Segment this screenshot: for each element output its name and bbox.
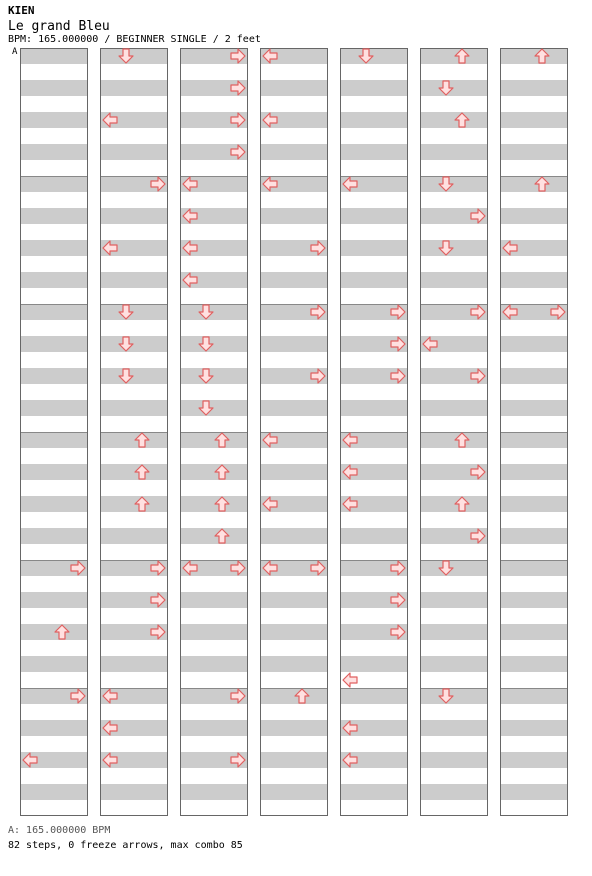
beat-stripe bbox=[260, 464, 328, 480]
beat-stripe bbox=[420, 176, 488, 192]
bpm-marker-label: A bbox=[12, 47, 18, 57]
beat-stripe bbox=[420, 144, 488, 160]
beat-stripe bbox=[500, 144, 568, 160]
beat-stripe bbox=[100, 400, 168, 416]
beat-stripe bbox=[420, 432, 488, 448]
beat-stripe bbox=[100, 656, 168, 672]
beat-stripe bbox=[500, 400, 568, 416]
beat-stripe bbox=[180, 496, 248, 512]
beat-stripe bbox=[500, 656, 568, 672]
beat-stripe bbox=[20, 80, 88, 96]
beat-stripe bbox=[340, 688, 408, 704]
beat-stripe bbox=[20, 144, 88, 160]
beat-stripe bbox=[180, 368, 248, 384]
beat-stripe bbox=[500, 336, 568, 352]
song-title: Le grand Bleu bbox=[8, 19, 110, 34]
beat-stripe bbox=[420, 48, 488, 64]
beat-stripe bbox=[20, 496, 88, 512]
beat-stripe bbox=[260, 144, 328, 160]
beat-stripe bbox=[500, 784, 568, 800]
beat-stripe bbox=[260, 592, 328, 608]
beat-stripe bbox=[420, 496, 488, 512]
beat-stripe bbox=[500, 48, 568, 64]
beat-stripe bbox=[340, 240, 408, 256]
beat-stripe bbox=[20, 368, 88, 384]
beat-stripe bbox=[260, 528, 328, 544]
beat-stripe bbox=[500, 80, 568, 96]
beat-stripe bbox=[180, 624, 248, 640]
beat-stripe bbox=[500, 720, 568, 736]
beat-stripe bbox=[420, 240, 488, 256]
beat-stripe bbox=[500, 528, 568, 544]
beat-stripe bbox=[20, 272, 88, 288]
beat-stripe bbox=[20, 528, 88, 544]
beat-stripe bbox=[20, 592, 88, 608]
beat-stripe bbox=[420, 272, 488, 288]
step-summary: 82 steps, 0 freeze arrows, max combo 85 bbox=[8, 840, 243, 851]
beat-stripe bbox=[260, 80, 328, 96]
beat-stripe bbox=[20, 624, 88, 640]
beat-stripe bbox=[20, 304, 88, 320]
beat-stripe bbox=[20, 240, 88, 256]
beat-stripe bbox=[420, 112, 488, 128]
beat-stripe bbox=[420, 560, 488, 576]
beat-stripe bbox=[420, 624, 488, 640]
beat-stripe bbox=[420, 784, 488, 800]
beat-stripe bbox=[260, 688, 328, 704]
beat-stripe bbox=[260, 720, 328, 736]
beat-stripe bbox=[260, 752, 328, 768]
beat-stripe bbox=[500, 432, 568, 448]
beat-stripe bbox=[180, 656, 248, 672]
beat-stripe bbox=[100, 464, 168, 480]
beat-stripe bbox=[20, 336, 88, 352]
beat-stripe bbox=[260, 272, 328, 288]
beat-stripe bbox=[100, 80, 168, 96]
beat-stripe bbox=[340, 144, 408, 160]
beat-stripe bbox=[20, 400, 88, 416]
beat-stripe bbox=[500, 624, 568, 640]
beat-stripe bbox=[100, 304, 168, 320]
beat-stripe bbox=[20, 176, 88, 192]
beat-stripe bbox=[100, 496, 168, 512]
beat-stripe bbox=[100, 336, 168, 352]
beat-stripe bbox=[420, 400, 488, 416]
beat-stripe bbox=[340, 656, 408, 672]
beat-stripe bbox=[180, 464, 248, 480]
beat-stripe bbox=[500, 560, 568, 576]
beat-stripe bbox=[180, 784, 248, 800]
beat-stripe bbox=[20, 720, 88, 736]
beat-stripe bbox=[260, 400, 328, 416]
beat-stripe bbox=[20, 656, 88, 672]
beat-stripe bbox=[100, 208, 168, 224]
beat-stripe bbox=[340, 112, 408, 128]
chart-info: BPM: 165.000000 / BEGINNER SINGLE / 2 feet bbox=[8, 34, 261, 45]
beat-stripe bbox=[260, 624, 328, 640]
beat-stripe bbox=[340, 528, 408, 544]
beat-stripe bbox=[260, 208, 328, 224]
beat-stripe bbox=[420, 720, 488, 736]
beat-stripe bbox=[180, 592, 248, 608]
beat-stripe bbox=[500, 368, 568, 384]
beat-stripe bbox=[500, 688, 568, 704]
beat-stripe bbox=[500, 112, 568, 128]
beat-stripe bbox=[100, 48, 168, 64]
arrow-left-icon bbox=[343, 673, 357, 687]
beat-stripe bbox=[420, 80, 488, 96]
beat-stripe bbox=[420, 592, 488, 608]
beat-stripe bbox=[500, 592, 568, 608]
beat-stripe bbox=[500, 464, 568, 480]
beat-stripe bbox=[100, 784, 168, 800]
beat-stripe bbox=[340, 80, 408, 96]
beat-stripe bbox=[340, 272, 408, 288]
beat-stripe bbox=[420, 752, 488, 768]
beat-stripe bbox=[20, 208, 88, 224]
beat-stripe bbox=[100, 368, 168, 384]
beat-stripe bbox=[20, 48, 88, 64]
beat-stripe bbox=[180, 304, 248, 320]
beat-stripe bbox=[500, 176, 568, 192]
bpm-legend: A: 165.000000 BPM bbox=[8, 825, 111, 836]
beat-stripe bbox=[340, 784, 408, 800]
beat-stripe bbox=[180, 432, 248, 448]
beat-stripe bbox=[180, 336, 248, 352]
beat-stripe bbox=[100, 272, 168, 288]
beat-stripe bbox=[500, 496, 568, 512]
beat-stripe bbox=[500, 208, 568, 224]
beat-stripe bbox=[260, 336, 328, 352]
beat-stripe bbox=[420, 656, 488, 672]
beat-stripe bbox=[340, 400, 408, 416]
beat-stripe bbox=[340, 208, 408, 224]
beat-stripe bbox=[260, 784, 328, 800]
beat-stripe bbox=[100, 432, 168, 448]
beat-stripe bbox=[180, 720, 248, 736]
beat-stripe bbox=[420, 688, 488, 704]
beat-stripe bbox=[100, 528, 168, 544]
beat-stripe bbox=[260, 656, 328, 672]
artist-name: KIEN bbox=[8, 4, 35, 17]
beat-stripe bbox=[500, 272, 568, 288]
beat-stripe bbox=[100, 144, 168, 160]
beat-stripe bbox=[500, 752, 568, 768]
beat-stripe bbox=[340, 48, 408, 64]
beat-stripe bbox=[20, 112, 88, 128]
beat-stripe bbox=[180, 528, 248, 544]
beat-stripe bbox=[20, 432, 88, 448]
beat-stripe bbox=[180, 400, 248, 416]
beat-stripe bbox=[20, 464, 88, 480]
beat-stripe bbox=[20, 784, 88, 800]
